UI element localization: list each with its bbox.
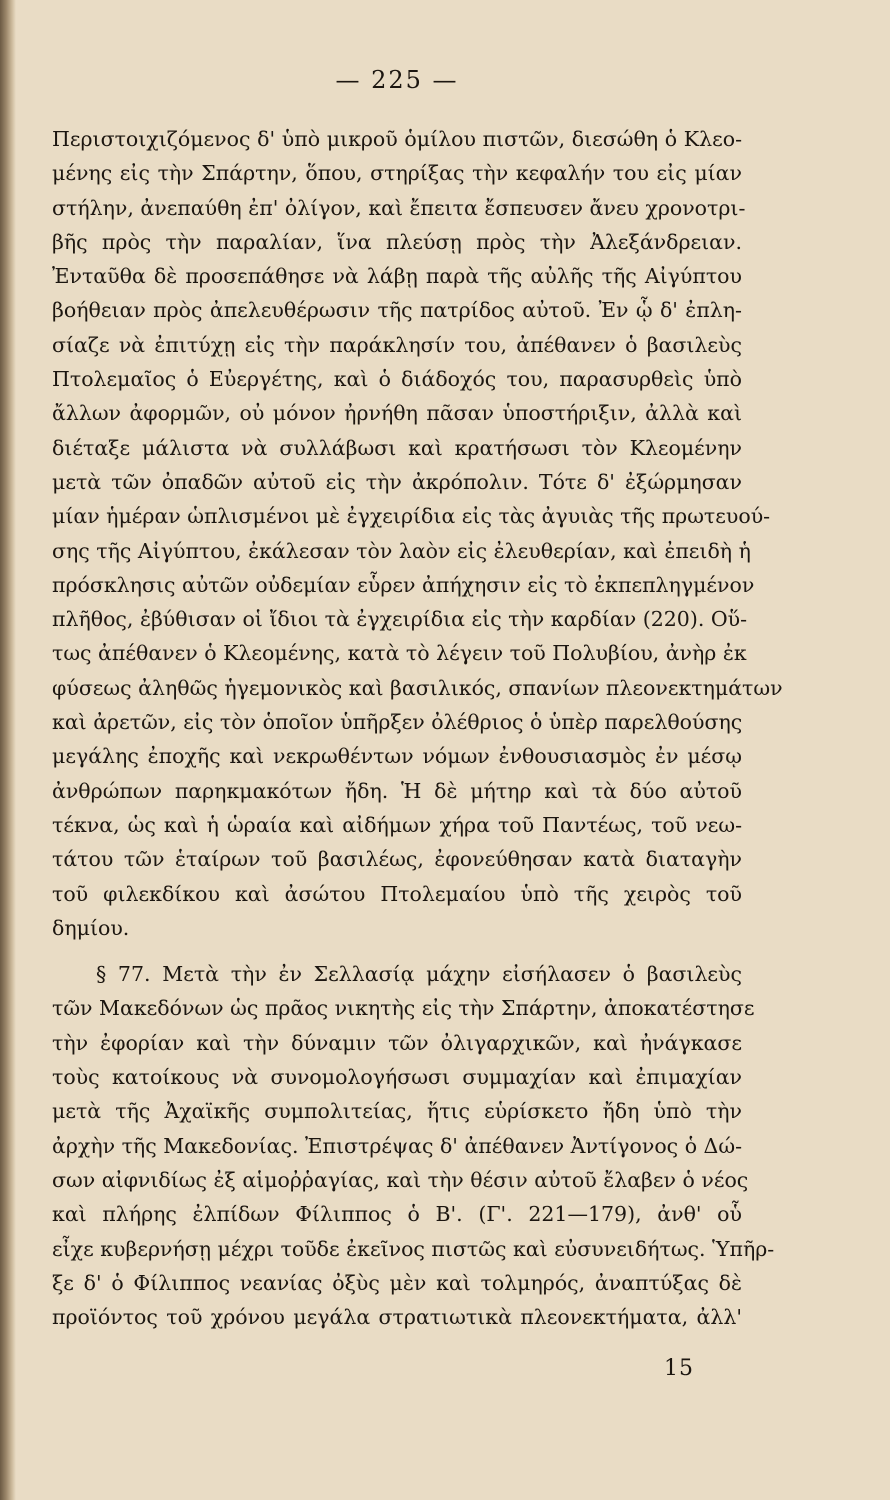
text-line: τέκνα, ὡς καὶ ἡ ὡραία καὶ αἰδήμων χήρα τοῦ Παντέως, τοῦ νεω- [52,812,742,837]
text-line: μίαν ἡμέραν ὡπλισμένοι μὲ ἐγχειρίδια εἰς τὰς ἀγυιὰς τῆς πρωτευού- [52,504,771,529]
text-line: ἀρχὴν τῆς Μακεδονίας. Ἐπιστρέψας δ' ἀπέθανεν Ἀντίγονος ὁ Δώ- [52,1133,742,1158]
page-number: — 225 — [335,66,459,94]
text-line: δημίου. [52,915,130,940]
text-line: σων αἰφνιδίως ἐξ αἱμοῤῥαγίας, καὶ τὴν θέσιν αὐτοῦ ἔλαβεν ὁ νέος [52,1167,749,1192]
text-line: § 77. Μετὰ τὴν ἐν Σελλασίᾳ μάχην εἰσήλασεν ὁ βασιλεὺς [96,962,742,987]
text-line: φύσεως ἀληθῶς ἡγεμονικὸς καὶ βασιλικός, σπανίων πλεονεκτημάτων [52,675,783,700]
text-line: πλῆθος, ἐβύθισαν οἱ ἴδιοι τὰ ἐγχειρίδια εἰς τὴν καρδίαν (220). Οὕ- [52,607,748,632]
text-line: βῆς πρὸς τὴν παραλίαν, ἵνα πλεύσῃ πρὸς τὴν Ἀλεξάνδρειαν. [52,229,742,254]
text-line: τῶν Μακεδόνων ὡς πρᾶος νικητὴς εἰς τὴν Σπάρτην, ἀποκατέστησε [52,996,755,1021]
text-line: τοὺς κατοίκους νὰ συνομολογήσωσι συμμαχίαν καὶ ἐπιμαχίαν [52,1065,742,1090]
text-line: ἄλλων ἀφορμῶν, οὐ μόνον ἠρνήθη πᾶσαν ὑποστήριξιν, ἀλλὰ καὶ [52,401,742,426]
text-line: ξε δ' ὁ Φίλιππος νεανίας ὀξὺς μὲν καὶ τολμηρός, ἀναπτύξας δὲ [52,1270,742,1295]
text-line: σίαζε νὰ ἐπιτύχῃ εἰς τὴν παράκλησίν του, ἀπέθανεν ὁ βασιλεὺς [52,332,742,357]
binding-edge [0,0,16,1500]
text-line: εἶχε κυβερνήσῃ μέχρι τοῦδε ἐκεῖνος πιστῶς καὶ εὐσυνειδήτως. Ὑπῆρ- [52,1236,775,1261]
text-line: σης τῆς Αἰγύπτου, ἐκάλεσαν τὸν λαὸν εἰς ἐλευθερίαν, καὶ ἐπειδὴ ἡ [52,538,751,563]
text-line: τως ἀπέθανεν ὁ Κλεομένης, κατὰ τὸ λέγειν τοῦ Πολυβίου, ἀνὴρ ἐκ [52,641,747,666]
signature-mark: 15 [664,1356,694,1381]
text-line: διέταξε μάλιστα νὰ συλλάβωσι καὶ κρατήσωσι τὸν Κλεομένην [52,435,742,460]
text-line: καὶ ἀρετῶν, εἰς τὸν ὁποῖον ὑπῆρξεν ὀλέθριος ὁ ὑπὲρ παρελθούσης [52,710,743,735]
text-line: μετὰ τῶν ὀπαδῶν αὐτοῦ εἰς τὴν ἀκρόπολιν. Τότε δ' ἐξώρμησαν [52,469,742,494]
text-line: προϊόντος τοῦ χρόνου μεγάλα στρατιωτικὰ πλεονεκτήματα, ἀλλ' [52,1305,742,1330]
text-line: μετὰ τῆς Ἀχαϊκῆς συμπολιτείας, ἥτις εὑρίσκετο ἤδη ὑπὸ τὴν [52,1099,742,1124]
text-line: στήλην, ἀνεπαύθη ἐπ' ὀλίγον, καὶ ἔπειτα ἔσπευσεν ἄνευ χρονοτρι- [52,195,746,220]
text-line: Περιστοιχιζόμενος δ' ὑπὸ μικροῦ ὁμίλου πιστῶν, διεσώθη ὁ Κλεο- [52,127,742,151]
text-line: τὴν ἐφορίαν καὶ τὴν δύναμιν τῶν ὀλιγαρχικῶν, καὶ ἠνάγκασε [52,1030,742,1055]
text-line: μεγάλης ἐποχῆς καὶ νεκρωθέντων νόμων ἐνθουσιασμὸς ἐν μέσῳ [52,744,742,769]
text-line: μένης εἰς τὴν Σπάρτην, ὅπου, στηρίξας τὴν κεφαλήν του εἰς μίαν [52,161,742,186]
text-line: τοῦ φιλεκδίκου καὶ ἀσώτου Πτολεμαίου ὑπὸ τῆς χειρὸς τοῦ [52,881,742,906]
text-line: καὶ πλήρης ἐλπίδων Φίλιππος ὁ Β'. (Γ'. 221—179), ἀνθ' οὗ [52,1202,742,1227]
text-line: πρόσκλησις αὐτῶν οὐδεμίαν εὗρεν ἀπήχησιν εἰς τὸ ἐκπεπληγμένον [52,572,755,597]
body-text [52,122,783,1334]
text-line: Ἐνταῦθα δὲ προσεπάθησε νὰ λάβῃ παρὰ τῆς αὐλῆς τῆς Αἰγύπτου [52,264,742,289]
book-page [52,0,783,1500]
text-line: βοήθειαν πρὸς ἀπελευθέρωσιν τῆς πατρίδος αὐτοῦ. Ἐν ᾧ δ' ἐπλη- [52,298,742,323]
paragraph-1 [52,122,783,945]
text-line: Πτολεμαῖος ὁ Εὐεργέτης, καὶ ὁ διάδοχός του, παρασυρθεὶς ὑπὸ [52,367,742,392]
paragraph-2 [52,957,775,1334]
text-line: ἀνθρώπων παρηκμακότων ἤδη. Ἡ δὲ μήτηρ καὶ τὰ δύο αὐτοῦ [52,778,742,803]
text-line: τάτου τῶν ἑταίρων τοῦ βασιλέως, ἐφονεύθησαν κατὰ διαταγὴν [52,847,742,872]
